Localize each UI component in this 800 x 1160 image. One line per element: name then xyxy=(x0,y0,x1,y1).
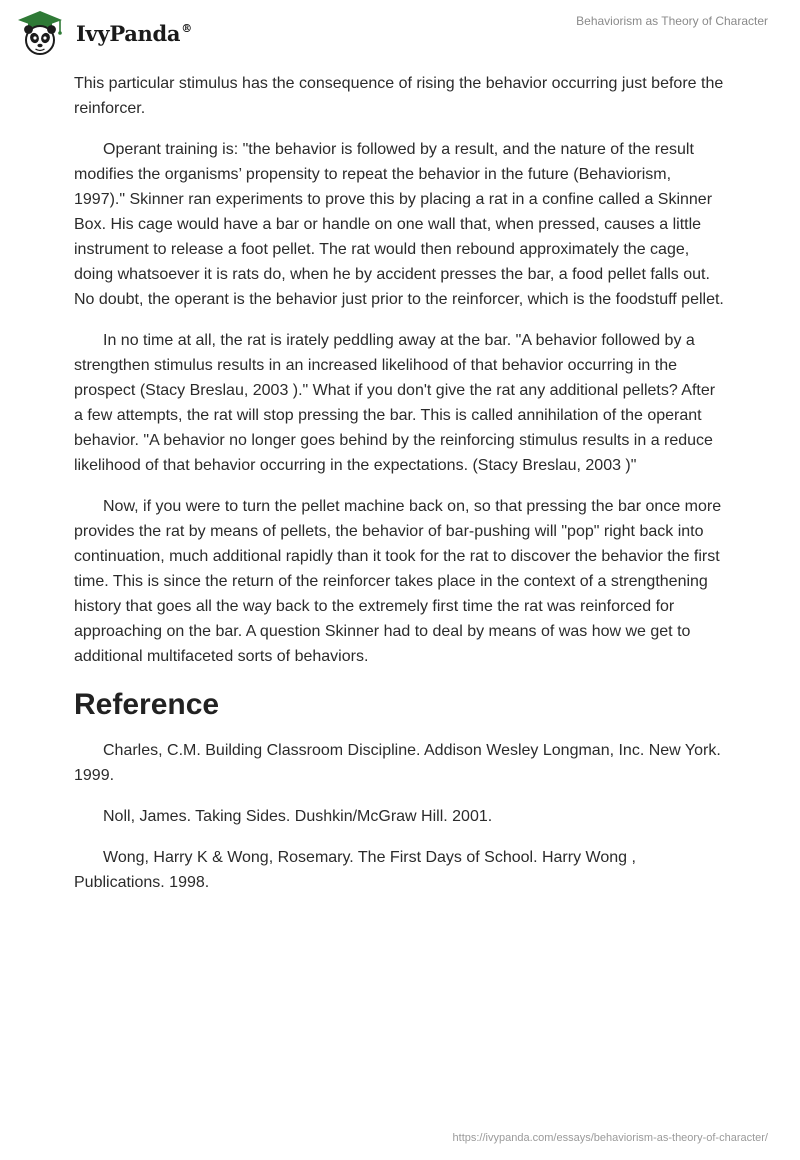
body-paragraph: Now, if you were to turn the pellet machine back on, so that pressing the bar once more provides the rat by means of pellets, the behavior of bar-pushing will "pop" right back into continuation, much additional rapidly than it took for the rat to discover the behavior the first time. This is since the return of the reinforcer takes place in the context of a strengthening history that goes all the way back to the extremely first time the rat was reinforced for approaching on the bar. A question Skinner had to deal by means of was how we get to additional multifaceted sorts of behaviors. xyxy=(74,498,722,665)
page-header xyxy=(0,0,800,64)
essay-content xyxy=(74,71,726,911)
reference-item: Charles, C.M. Building Classroom Discipline. Addison Wesley Longman, Inc. New York. 1999. xyxy=(74,742,721,784)
body-paragraph: In no time at all, the rat is irately peddling away at the bar. "A behavior followed by a strengthen stimulus results in an increased likelihood of that behavior occurring in the prospect (Stacy Breslau, 2003 )." What if you don't give the rat any additional pellets? After a few attempts, the rat will stop pressing the bar. This is called annihilation of the operant behavior. "A behavior no longer goes behind by the reinforcing stimulus results in a reduce likelihood of that behavior occurring in the expectations. (Stacy Breslau, 2003 )" xyxy=(74,332,716,474)
source-url[interactable]: https://ivypanda.com/essays/behaviorism-as-theory-of-character/ xyxy=(452,1132,768,1144)
reference-heading: Reference xyxy=(74,688,220,721)
document-title: Behaviorism as Theory of Character xyxy=(576,14,768,28)
reference-item: Wong, Harry K & Wong, Rosemary. The First Days of School. Harry Wong , Publications. 1998. xyxy=(74,849,636,891)
brand-name: IvyPanda® xyxy=(76,20,192,46)
body-paragraph: This particular stimulus has the consequence of rising the behavior occurring just before the reinforcer. xyxy=(74,75,724,117)
panda-graduate-icon xyxy=(16,9,72,57)
body-paragraph: Operant training is: "the behavior is followed by a result, and the nature of the result modifies the organisms’ propensity to repeat the behavior in the future (Behaviorism, 1997)." Skinner ran experiments to prove this by placing a rat in a confine called a Skinner Box. His cage would have a bar or handle on one wall that, when pressed, causes a little instrument to release a foot pellet. The rat would then rebound approximately the cage, doing whatsoever it is rats do, when he by accident presses the bar, a food pellet falls out. No doubt, the operant is the behavior just prior to the reinforcer, which is the foodstuff pellet. xyxy=(74,141,724,308)
reference-item: Noll, James. Taking Sides. Dushkin/McGraw Hill. 2001. xyxy=(103,808,493,825)
ivypanda-logo[interactable] xyxy=(16,9,192,57)
